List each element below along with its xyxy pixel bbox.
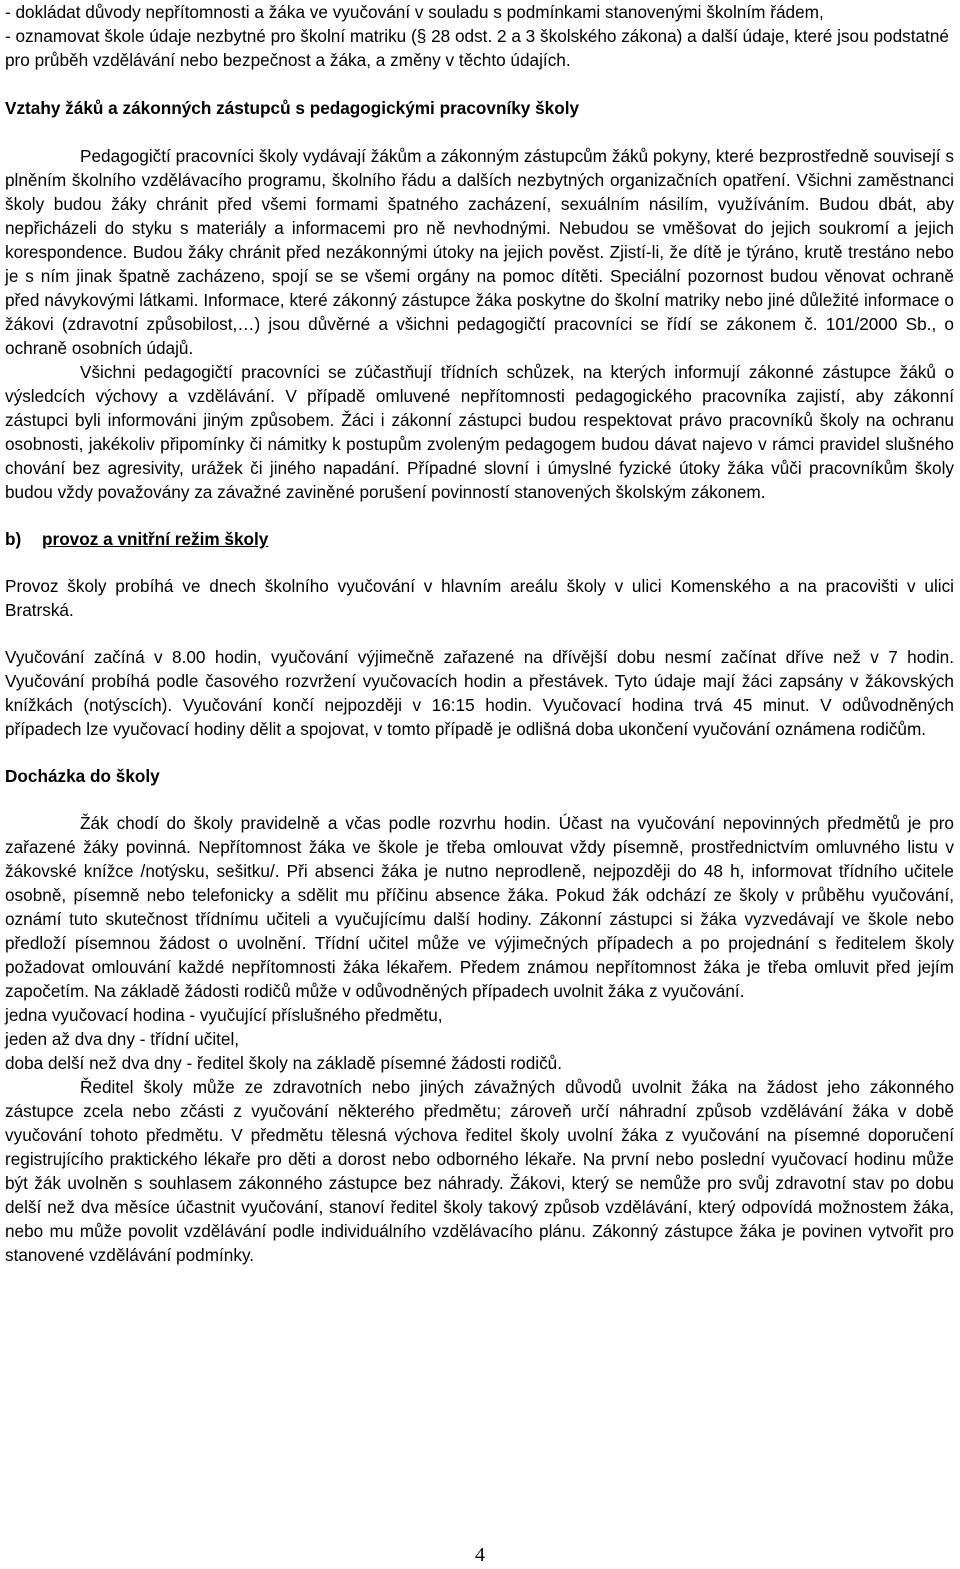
list-line: doba delší než dva dny - ředitel školy na základě písemné žádosti rodičů. bbox=[5, 1053, 562, 1073]
section-title: provoz a vnitřní režim školy bbox=[42, 529, 269, 549]
list-line: jeden až dva dny - třídní učitel, bbox=[5, 1029, 240, 1049]
paragraph: Ředitel školy může ze zdravotních nebo jiných závažných důvodů uvolnit žáka na žádost jeho zákonného zástupce zcela nebo zčásti z vyučování některého předmětu; zároveň určí náhradní způsob vzdělávání žáka v době vyučování tohoto předmětu. V předmětu tělesná výchova ředitel školy uvolní žáka z vyučování na písemné doporučení registrujícího praktického lékaře pro děti a dorost nebo odborného lékaře. Na první nebo poslední vyučovací hodinu může být žák uvolněn s souhlasem zákonného zástupce bez náhrady. Žákovi, který se nemůže pro svůj zdravotní stav po dobu delší než dva měsíce účastnit vyučování, stanoví ředitel školy takový způsob vzdělávání, který odpovídá možnostem žáka, nebo mu může povolit vzdělávání podle individuálního vzdělávacího plánu. Zákonný zástupce žáka je povinen vytvořit pro stanovené vzdělávání podmínky. bbox=[5, 1077, 954, 1265]
list-line: jedna vyučovací hodina - vyučující příslušného předmětu, bbox=[5, 1005, 443, 1025]
paragraph: Pedagogičtí pracovníci školy vydávají žákům a zákonným zástupcům žáků pokyny, které bezprostředně souvisejí s plněním školního vzdělávacího programu, školního řádu a dalších nezbytných organizačních opatření. Všichni zaměstnanci školy budou žáky chránit před všemi formami špatného zacházení, sexuálním násilím, využíváním. Budou dbát, aby nepřicházeli do styku s materiály a informacemi pro ně nevhodnými. Nebudou se vměšovat do jejich soukromí a jejich korespondence. Budou žáky chránit před nezákonnými útoky na jejich pověst. Zjistí-li, že dítě je týráno, krutě trestáno nebo je s ním jinak špatně zacházeno, spojí se se všemi orgány na pomoc dítěti. Speciální pozornost budou věnovat ochraně před návykovými látkami. Informace, které zákonný zástupce žáka poskytne do školní matriky nebo jiné důležité informace o žákovi (zdravotní způsobilost,…) jsou důvěrné a všichni pedagogičtí pracovníci se řídí se zákonem č. 101/2000 Sb., o ochraně osobních údajů. bbox=[5, 146, 954, 358]
bullet-item: - dokládat důvody nepřítomnosti a žáka ve vyučování v souladu s podmínkami stanovenými školním řádem, bbox=[5, 2, 824, 22]
section-heading-attendance: Docházka do školy bbox=[5, 766, 160, 786]
paragraph: Žák chodí do školy pravidelně a včas podle rozvrhu hodin. Účast na vyučování nepovinných předmětů je pro zařazené žáky povinná. Nepřítomnost žáka ve škole je třeba omlouvat vždy písemně, prostřednictvím omluvného listu v žákovské knížce /notýsku, sešitku/. Při absenci žáka je nutno neprodleně, nejpozději do 48 h, informovat třídního učitele osobně, písemně nebo telefonicky a sdělit mu příčinu absence žáka. Pokud žák odchází ze školy v průběhu vyučování, oznámí tuto skutečnost třídnímu učiteli a vyučujícímu další hodiny. Zákonní zástupci si žáka vyzvedávají ve škole nebo předloží písemnou žádost o uvolnění. Třídní učitel může ve výjimečných případech a po projednání s ředitelem školy požadovat omlouvání každé nepřítomnosti žáka lékařem. Předem známou nepřítomnost žáka je třeba omluvit před jejím započetím. Na základě žádosti rodičů může v odůvodněných případech uvolnit žáka z vyučování. bbox=[5, 813, 954, 1001]
paragraph: Vyučování začíná v 8.00 hodin, vyučování výjimečně zařazené na dřívější dobu nesmí začínat dříve než v 7 hodin. Vyučování probíhá podle časového rozvržení vyučovacích hodin a přestávek. Tyto údaje mají žáci zapsány v žákovských knížkách (notýscích). Vyučování končí nejpozději v 16:15 hodin. Vyučovací hodina trvá 45 minut. V odůvodněných případech lze vyučovací hodiny dělit a spojovat, v tomto případě je odlišná doba ukončení vyučování oznámena rodičům. bbox=[5, 647, 954, 739]
section-heading-relations: Vztahy žáků a zákonných zástupců s pedagogickými pracovníky školy bbox=[5, 98, 580, 118]
paragraph: Provoz školy probíhá ve dnech školního vyučování v hlavním areálu školy v ulici Komenského a na pracovišti v ulici Bratrská. bbox=[5, 576, 954, 620]
page-number: 4 bbox=[475, 1544, 485, 1566]
section-heading-b bbox=[5, 527, 954, 551]
paragraph: Všichni pedagogičtí pracovníci se zúčastňují třídních schůzek, na kterých informují zákonné zástupce žáků o výsledcích výchovy a vzdělávání. V případě omluvené nepřítomnosti pedagogického pracovníka zajistí, aby zákonní zástupci byli informováni jiným způsobem. Žáci i zákonní zástupci budou respektovat právo pracovníků školy na ochranu osobnosti, jakékoliv připomínky či námitky k postupům zvoleným pedagogem budou dávat najevo v rámci pravidel slušného chování bez agresivity, urážek či jiného napadání. Případné slovní i úmyslné fyzické útoky žáka vůči pracovníkům školy budou vždy považovány za závažné zaviněné porušení povinností stanovených školským zákonem. bbox=[5, 362, 954, 502]
document-page bbox=[5, 0, 954, 1267]
section-letter: b) bbox=[5, 529, 22, 549]
bullet-item: - oznamovat škole údaje nezbytné pro školní matriku (§ 28 odst. 2 a 3 školského zákona) a další údaje, které jsou podstatné pro průběh vzdělávání nebo bezpečnost a žáka, a změny v těchto údajích. bbox=[5, 26, 949, 70]
